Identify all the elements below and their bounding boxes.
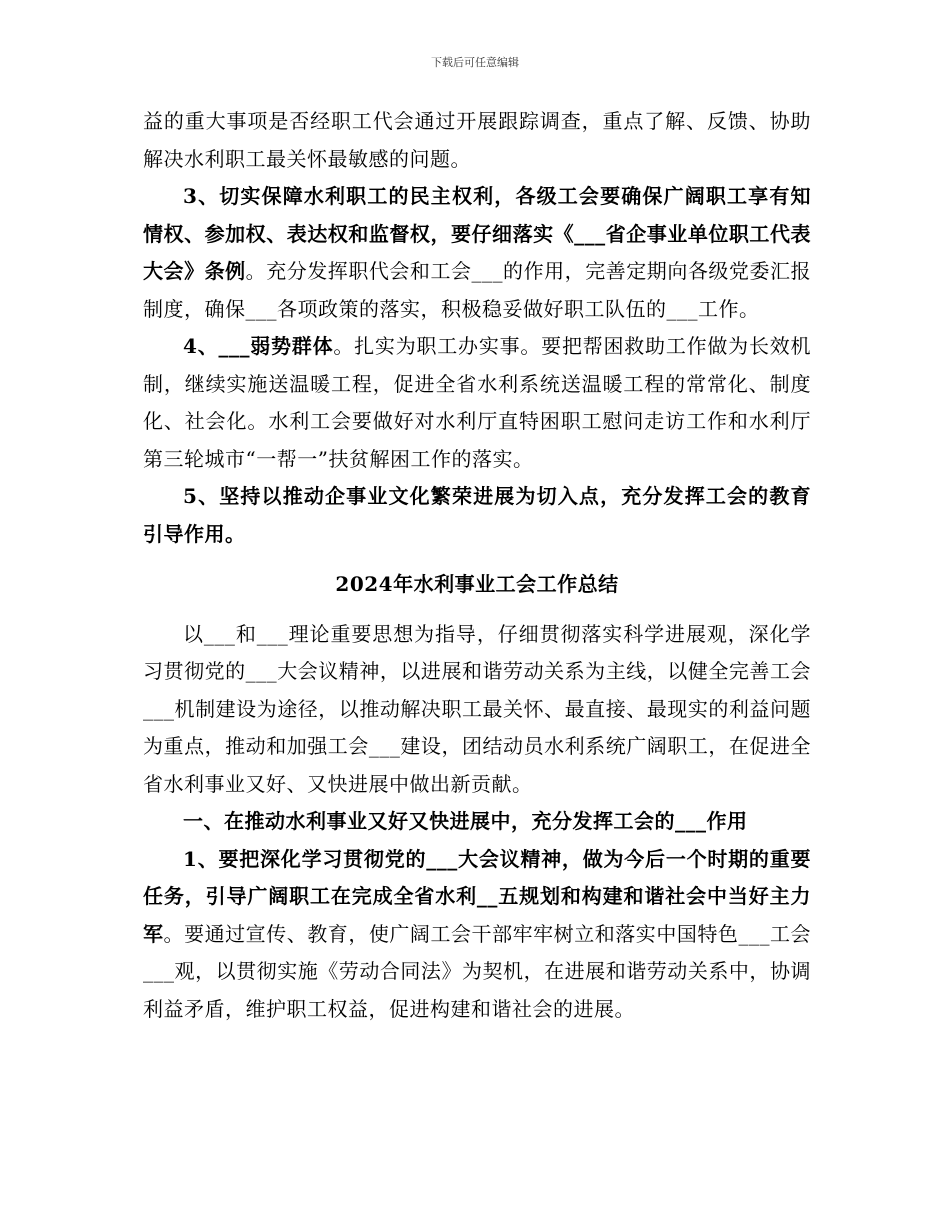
section-title: 2024年水利事业工会工作总结: [335, 572, 619, 596]
page-header: 下载后可任意编辑: [431, 56, 519, 69]
paragraph-2-text: 。充分发挥职代会和工会___的作用，完善定期向各级党委汇报制度，确保___各项政策的落实，积极稳妥做好职工队伍的___工作。: [143, 259, 812, 321]
paragraph-5: 以___和___理论重要思想为指导，仔细贯彻落实科学进展观，深化学习贯彻党的___大会议精神，以进展和谐劳动关系为主线，以健全完善工会___机制建设为途径，以推动解决职工最关怀、最直接、最现实的利益问题为重点，推动和加强工会___建设，团结动员水利系统广阔职工，在促进全省水利事业又好、又快进展中做出新贡献。: [143, 621, 811, 796]
paragraph-4: 5、坚持以推动企事业文化繁荣进展为切入点，充分发挥工会的教育引导作用。: [143, 484, 811, 546]
paragraph-1: 益的重大事项是否经职工代会通过开展跟踪调查，重点了解、反馈、协助解决水利职工最关怀最敏感的问题。: [143, 109, 811, 171]
paragraph-6-heading: 一、在推动水利事业又好又快进展中，充分发挥工会的___作用: [183, 809, 748, 833]
paragraph-3-bold: 4、___弱势群体: [183, 334, 334, 358]
paragraph-7: [143, 841, 811, 1029]
paragraph-2: [143, 178, 811, 328]
paragraph-3: [143, 328, 811, 478]
paragraph-7-text: 。要通过宣传、教育，使广阔工会干部牢牢树立和落实中国特色___工会___观，以贯彻实施《劳动合同法》为契机，在进展和谐劳动关系中，协调利益矛盾，维护职工权益，促进构建和谐社会的进展。: [143, 921, 812, 1021]
paragraph-3-text: 。扎实为职工办实事。要把帮困救助工作做为长效机制，继续实施送温暖工程，促进全省水利系统送温暖工程的常常化、制度化、社会化。水利工会要做好对水利厅直特困职工慰问走访工作和水利厅第三轮城市“一帮一”扶贫解困工作的落实。: [143, 334, 812, 471]
paragraph-2-bold: 3、切实保障水利职工的民主权利，各级工会要确保广阔职工享有知情权、参加权、表达权和监督权，要仔细落实《___省企事业单位职工代表大会》条例: [143, 184, 811, 283]
paragraph-7-bold: 1、要把深化学习贯彻党的___大会议精神，做为今后一个时期的重要任务，引导广阔职工在完成全省水利__五规划和构建和谐社会中当好主力军: [143, 846, 811, 946]
document-body: [143, 103, 811, 1028]
